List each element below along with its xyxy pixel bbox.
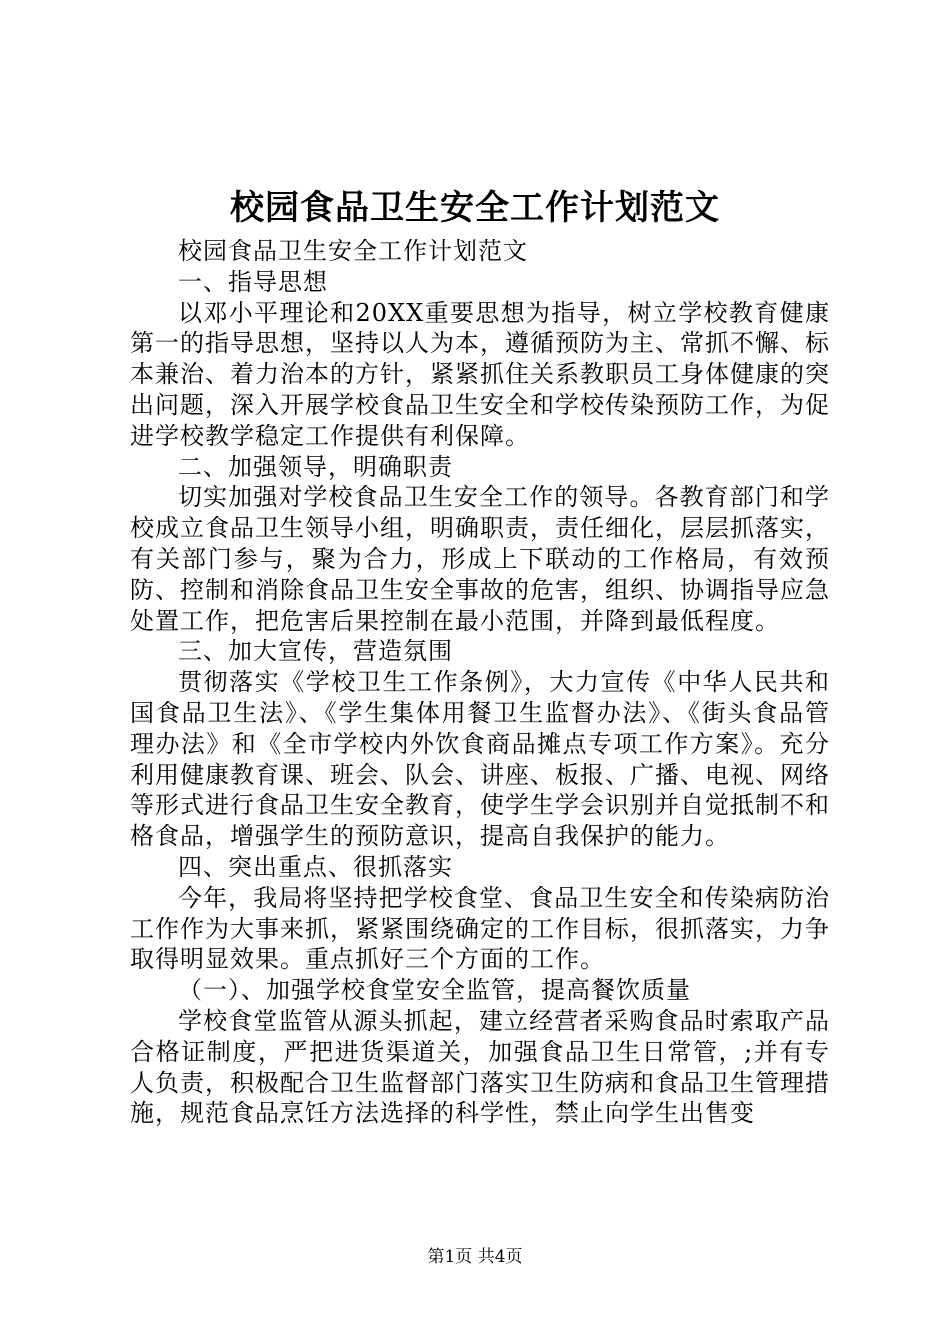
document-body [130, 236, 830, 1129]
paragraph-key-points: 今年，我局将坚持把学校食堂、食品卫生安全和传染病防治工作作为大事来抓，紧紧围绕确定的工作目标，很抓落实，力争取得明显效果。重点抓好三个方面的工作。 [130, 883, 830, 974]
page-number-footer: 第1页 共4页 [427, 1247, 523, 1267]
paragraph-canteen: 学校食堂监管从源头抓起，建立经营者采购食品时索取产品合格证制度，严把进货渠道关，加强食品卫生日常管，;并有专人负责，积极配合卫生监督部门落实卫生防病和食品卫生管理措施，规范食品烹饪方法选择的科学性，禁止向学生出售变 [130, 1006, 830, 1128]
subsection-heading-canteen: （一）、加强学校食堂安全监管，提高餐饮质量 [178, 976, 691, 1005]
section-heading-guiding-ideology: 一、指导思想 [178, 267, 328, 296]
section-heading-key-points: 四、突出重点、很抓落实 [178, 852, 453, 881]
document-title: 校园食品卫生安全工作计划范文 [230, 188, 720, 228]
paragraph-guiding-ideology: 以邓小平理论和20XX重要思想为指导，树立学校教育健康第一的指导思想，坚持以人为本，遵循预防为主、常抓不懈、标本兼治、着力治本的方针，紧紧抓住关系教职员工身体健康的突出问题，深入开展学校食品卫生安全和学校传染预防工作，为促进学校教学稳定工作提供有利保障。 [130, 298, 830, 450]
paragraph-subtitle: 校园食品卫生安全工作计划范文 [178, 237, 528, 265]
section-heading-publicity: 三、加大宣传，营造氛围 [178, 637, 453, 666]
paragraph-publicity: 贯彻落实《学校卫生工作条例》，大力宣传《中华人民共和国食品卫生法》、《学生集体用餐卫生监督办法》、《街头食品管理办法》和《全市学校内外饮食商品摊点专项工作方案》。充分利用健康教育课、班会、队会、讲座、板报、广播、电视、网络等形式进行食品卫生安全教育，使学生学会识别并自觉抵制不和格食品，增强学生的预防意识，提高自我保护的能力。 [130, 668, 830, 851]
section-heading-leadership: 二、加强领导，明确职责 [178, 452, 453, 481]
paragraph-leadership: 切实加强对学校食品卫生安全工作的领导。各教育部门和学校成立食品卫生领导小组，明确职责，责任细化，层层抓落实，有关部门参与，聚为合力，形成上下联动的工作格局，有效预防、控制和消除食品卫生安全事故的危害，组织、协调指导应急处置工作，把危害后果控制在最小范围，并降到最低程度。 [130, 483, 830, 635]
